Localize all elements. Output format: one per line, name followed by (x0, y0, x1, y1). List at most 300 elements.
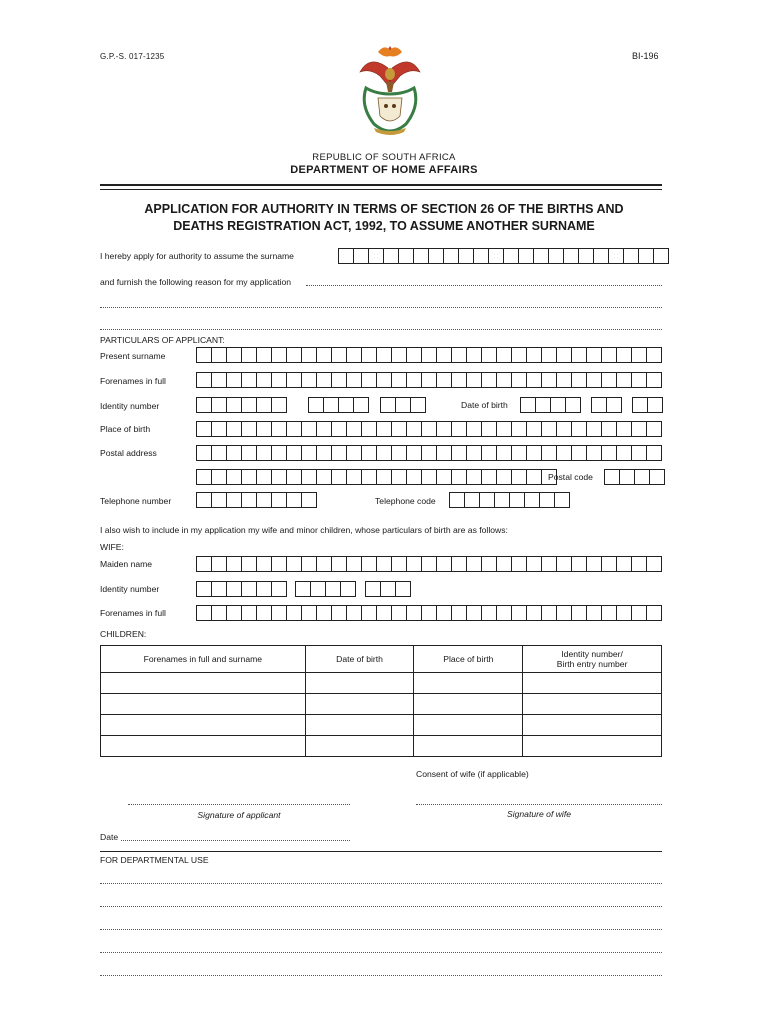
character-box[interactable] (488, 248, 503, 264)
character-box[interactable] (421, 445, 436, 461)
character-box[interactable] (436, 469, 451, 485)
character-box[interactable] (631, 556, 646, 572)
character-box[interactable] (353, 248, 368, 264)
character-box[interactable] (316, 372, 331, 388)
character-box[interactable] (271, 581, 287, 597)
character-box[interactable] (524, 492, 539, 508)
character-box[interactable] (511, 445, 526, 461)
character-box[interactable] (391, 469, 406, 485)
table-cell[interactable] (101, 736, 306, 757)
character-box[interactable] (398, 248, 413, 264)
character-box[interactable] (571, 556, 586, 572)
character-box[interactable] (406, 556, 421, 572)
office-line-2[interactable] (100, 906, 662, 907)
character-box[interactable] (316, 421, 331, 437)
character-box[interactable] (211, 556, 226, 572)
character-box[interactable] (316, 347, 331, 363)
character-box[interactable] (211, 492, 226, 508)
character-box[interactable] (226, 492, 241, 508)
character-box[interactable] (365, 581, 380, 597)
character-box[interactable] (271, 397, 287, 413)
date-line[interactable] (121, 840, 350, 841)
forenames-boxes[interactable] (196, 372, 662, 388)
character-box[interactable] (496, 421, 511, 437)
character-box[interactable] (256, 347, 271, 363)
character-box[interactable] (295, 581, 310, 597)
character-box[interactable] (526, 605, 541, 621)
table-cell[interactable] (523, 673, 662, 694)
character-box[interactable] (406, 445, 421, 461)
character-box[interactable] (571, 445, 586, 461)
character-box[interactable] (256, 421, 271, 437)
character-box[interactable] (421, 372, 436, 388)
character-box[interactable] (316, 445, 331, 461)
character-box[interactable] (518, 248, 533, 264)
character-box[interactable] (451, 469, 466, 485)
character-box[interactable] (331, 421, 346, 437)
character-box[interactable] (241, 421, 256, 437)
character-box[interactable] (601, 421, 616, 437)
character-box[interactable] (211, 581, 226, 597)
character-box[interactable] (646, 372, 662, 388)
character-box[interactable] (391, 372, 406, 388)
character-box[interactable] (256, 581, 271, 597)
table-cell[interactable] (305, 715, 414, 736)
character-box[interactable] (286, 469, 301, 485)
character-box[interactable] (331, 372, 346, 388)
character-box[interactable] (646, 556, 662, 572)
character-box[interactable] (346, 605, 361, 621)
character-box[interactable] (353, 397, 369, 413)
character-box[interactable] (436, 445, 451, 461)
telephone-code-boxes[interactable] (449, 492, 570, 508)
character-box[interactable] (271, 492, 286, 508)
character-box[interactable] (526, 469, 541, 485)
character-box[interactable] (631, 347, 646, 363)
character-box[interactable] (211, 605, 226, 621)
character-box[interactable] (496, 347, 511, 363)
character-box[interactable] (541, 421, 556, 437)
wife-signature-line[interactable] (416, 804, 662, 805)
character-box[interactable] (436, 347, 451, 363)
identity-number-boxes-1[interactable] (196, 397, 287, 413)
character-box[interactable] (571, 372, 586, 388)
character-box[interactable] (511, 372, 526, 388)
character-box[interactable] (391, 421, 406, 437)
table-cell[interactable] (414, 715, 523, 736)
place-of-birth-boxes[interactable] (196, 421, 662, 437)
postal-code-boxes[interactable] (604, 469, 665, 485)
character-box[interactable] (586, 347, 601, 363)
character-box[interactable] (325, 581, 340, 597)
character-box[interactable] (586, 445, 601, 461)
character-box[interactable] (653, 248, 669, 264)
character-box[interactable] (520, 397, 535, 413)
character-box[interactable] (473, 248, 488, 264)
character-box[interactable] (196, 347, 211, 363)
character-box[interactable] (308, 397, 323, 413)
character-box[interactable] (406, 605, 421, 621)
character-box[interactable] (346, 556, 361, 572)
character-box[interactable] (586, 556, 601, 572)
character-box[interactable] (331, 605, 346, 621)
character-box[interactable] (649, 469, 665, 485)
character-box[interactable] (604, 469, 619, 485)
wife-identity-boxes-3[interactable] (365, 581, 411, 597)
character-box[interactable] (331, 445, 346, 461)
character-box[interactable] (496, 556, 511, 572)
character-box[interactable] (449, 492, 464, 508)
character-box[interactable] (226, 421, 241, 437)
character-box[interactable] (271, 421, 286, 437)
table-cell[interactable] (414, 694, 523, 715)
character-box[interactable] (316, 469, 331, 485)
character-box[interactable] (331, 556, 346, 572)
character-box[interactable] (481, 372, 496, 388)
character-box[interactable] (601, 556, 616, 572)
character-box[interactable] (211, 421, 226, 437)
character-box[interactable] (616, 605, 631, 621)
applicant-signature-line[interactable] (128, 804, 350, 805)
identity-number-boxes-2[interactable] (308, 397, 369, 413)
character-box[interactable] (226, 581, 241, 597)
character-box[interactable] (616, 556, 631, 572)
character-box[interactable] (256, 372, 271, 388)
dob-day-boxes[interactable] (632, 397, 663, 413)
character-box[interactable] (196, 421, 211, 437)
character-box[interactable] (571, 605, 586, 621)
character-box[interactable] (511, 556, 526, 572)
character-box[interactable] (196, 372, 211, 388)
character-box[interactable] (406, 421, 421, 437)
character-box[interactable] (331, 347, 346, 363)
character-box[interactable] (211, 469, 226, 485)
table-cell[interactable] (523, 715, 662, 736)
character-box[interactable] (586, 605, 601, 621)
character-box[interactable] (548, 248, 563, 264)
character-box[interactable] (466, 556, 481, 572)
character-box[interactable] (541, 372, 556, 388)
character-box[interactable] (451, 445, 466, 461)
character-box[interactable] (593, 248, 608, 264)
character-box[interactable] (338, 248, 353, 264)
reason-line-3[interactable] (100, 329, 662, 330)
character-box[interactable] (526, 445, 541, 461)
character-box[interactable] (286, 492, 301, 508)
character-box[interactable] (451, 421, 466, 437)
character-box[interactable] (466, 469, 481, 485)
character-box[interactable] (631, 445, 646, 461)
character-box[interactable] (316, 556, 331, 572)
character-box[interactable] (256, 445, 271, 461)
office-line-4[interactable] (100, 952, 662, 953)
character-box[interactable] (368, 248, 383, 264)
character-box[interactable] (436, 372, 451, 388)
character-box[interactable] (376, 605, 391, 621)
character-box[interactable] (346, 372, 361, 388)
character-box[interactable] (436, 605, 451, 621)
character-box[interactable] (376, 445, 391, 461)
character-box[interactable] (571, 421, 586, 437)
character-box[interactable] (391, 445, 406, 461)
table-cell[interactable] (305, 673, 414, 694)
character-box[interactable] (451, 372, 466, 388)
character-box[interactable] (556, 605, 571, 621)
character-box[interactable] (256, 397, 271, 413)
character-box[interactable] (494, 492, 509, 508)
character-box[interactable] (556, 445, 571, 461)
character-box[interactable] (271, 372, 286, 388)
character-box[interactable] (481, 556, 496, 572)
character-box[interactable] (241, 469, 256, 485)
character-box[interactable] (481, 605, 496, 621)
reason-line-1[interactable] (306, 285, 662, 286)
character-box[interactable] (511, 605, 526, 621)
character-box[interactable] (608, 248, 623, 264)
character-box[interactable] (196, 605, 211, 621)
character-box[interactable] (301, 421, 316, 437)
table-cell[interactable] (305, 694, 414, 715)
character-box[interactable] (511, 347, 526, 363)
character-box[interactable] (241, 492, 256, 508)
maiden-name-boxes[interactable] (196, 556, 662, 572)
character-box[interactable] (586, 421, 601, 437)
character-box[interactable] (571, 347, 586, 363)
character-box[interactable] (241, 445, 256, 461)
character-box[interactable] (646, 421, 662, 437)
character-box[interactable] (646, 445, 662, 461)
character-box[interactable] (361, 445, 376, 461)
character-box[interactable] (271, 605, 286, 621)
dob-month-boxes[interactable] (591, 397, 622, 413)
character-box[interactable] (301, 556, 316, 572)
character-box[interactable] (591, 397, 606, 413)
character-box[interactable] (496, 372, 511, 388)
character-box[interactable] (361, 372, 376, 388)
character-box[interactable] (406, 347, 421, 363)
table-cell[interactable] (523, 694, 662, 715)
character-box[interactable] (556, 421, 571, 437)
character-box[interactable] (464, 492, 479, 508)
character-box[interactable] (631, 421, 646, 437)
character-box[interactable] (421, 605, 436, 621)
character-box[interactable] (301, 372, 316, 388)
character-box[interactable] (601, 445, 616, 461)
character-box[interactable] (550, 397, 565, 413)
character-box[interactable] (511, 421, 526, 437)
character-box[interactable] (556, 372, 571, 388)
character-box[interactable] (361, 421, 376, 437)
telephone-number-boxes[interactable] (196, 492, 317, 508)
character-box[interactable] (301, 492, 317, 508)
character-box[interactable] (226, 469, 241, 485)
character-box[interactable] (554, 492, 570, 508)
character-box[interactable] (346, 469, 361, 485)
character-box[interactable] (466, 372, 481, 388)
character-box[interactable] (376, 556, 391, 572)
character-box[interactable] (481, 421, 496, 437)
character-box[interactable] (346, 421, 361, 437)
character-box[interactable] (196, 397, 211, 413)
character-box[interactable] (623, 248, 638, 264)
character-box[interactable] (226, 445, 241, 461)
character-box[interactable] (496, 469, 511, 485)
character-box[interactable] (413, 248, 428, 264)
character-box[interactable] (631, 605, 646, 621)
character-box[interactable] (406, 372, 421, 388)
character-box[interactable] (286, 421, 301, 437)
character-box[interactable] (466, 605, 481, 621)
office-line-5[interactable] (100, 975, 662, 976)
character-box[interactable] (256, 605, 271, 621)
character-box[interactable] (310, 581, 325, 597)
character-box[interactable] (256, 492, 271, 508)
character-box[interactable] (496, 605, 511, 621)
character-box[interactable] (526, 347, 541, 363)
character-box[interactable] (286, 347, 301, 363)
character-box[interactable] (376, 347, 391, 363)
character-box[interactable] (211, 372, 226, 388)
character-box[interactable] (535, 397, 550, 413)
character-box[interactable] (301, 347, 316, 363)
character-box[interactable] (481, 347, 496, 363)
character-box[interactable] (395, 397, 410, 413)
character-box[interactable] (271, 445, 286, 461)
character-box[interactable] (541, 445, 556, 461)
character-box[interactable] (241, 372, 256, 388)
character-box[interactable] (211, 347, 226, 363)
wife-identity-boxes-1[interactable] (196, 581, 287, 597)
character-box[interactable] (481, 445, 496, 461)
character-box[interactable] (196, 581, 211, 597)
postal-address-boxes-1[interactable] (196, 445, 662, 461)
character-box[interactable] (601, 347, 616, 363)
character-box[interactable] (638, 248, 653, 264)
character-box[interactable] (646, 347, 662, 363)
character-box[interactable] (563, 248, 578, 264)
character-box[interactable] (380, 397, 395, 413)
table-cell[interactable] (414, 673, 523, 694)
character-box[interactable] (443, 248, 458, 264)
character-box[interactable] (647, 397, 663, 413)
character-box[interactable] (226, 556, 241, 572)
character-box[interactable] (391, 605, 406, 621)
character-box[interactable] (421, 469, 436, 485)
dob-year-boxes[interactable] (520, 397, 581, 413)
character-box[interactable] (301, 605, 316, 621)
character-box[interactable] (616, 347, 631, 363)
character-box[interactable] (526, 372, 541, 388)
character-box[interactable] (451, 605, 466, 621)
character-box[interactable] (481, 469, 496, 485)
character-box[interactable] (383, 248, 398, 264)
character-box[interactable] (533, 248, 548, 264)
character-box[interactable] (361, 469, 376, 485)
character-box[interactable] (376, 372, 391, 388)
character-box[interactable] (421, 556, 436, 572)
character-box[interactable] (619, 469, 634, 485)
character-box[interactable] (395, 581, 411, 597)
character-box[interactable] (391, 556, 406, 572)
character-box[interactable] (479, 492, 494, 508)
character-box[interactable] (196, 469, 211, 485)
wife-forenames-boxes[interactable] (196, 605, 662, 621)
character-box[interactable] (241, 397, 256, 413)
character-box[interactable] (466, 347, 481, 363)
character-box[interactable] (338, 397, 353, 413)
character-box[interactable] (616, 421, 631, 437)
character-box[interactable] (556, 556, 571, 572)
character-box[interactable] (211, 445, 226, 461)
character-box[interactable] (565, 397, 581, 413)
character-box[interactable] (436, 421, 451, 437)
character-box[interactable] (346, 445, 361, 461)
character-box[interactable] (196, 445, 211, 461)
character-box[interactable] (606, 397, 622, 413)
character-box[interactable] (286, 445, 301, 461)
character-box[interactable] (271, 469, 286, 485)
character-box[interactable] (466, 445, 481, 461)
table-cell[interactable] (414, 736, 523, 757)
character-box[interactable] (196, 556, 211, 572)
character-box[interactable] (226, 605, 241, 621)
reason-line-2[interactable] (100, 307, 662, 308)
character-box[interactable] (601, 605, 616, 621)
character-box[interactable] (241, 605, 256, 621)
character-box[interactable] (226, 372, 241, 388)
character-box[interactable] (380, 581, 395, 597)
office-line-3[interactable] (100, 929, 662, 930)
character-box[interactable] (196, 492, 211, 508)
character-box[interactable] (346, 347, 361, 363)
identity-number-boxes-3[interactable] (380, 397, 426, 413)
character-box[interactable] (241, 581, 256, 597)
office-line-1[interactable] (100, 883, 662, 884)
character-box[interactable] (286, 556, 301, 572)
character-box[interactable] (241, 556, 256, 572)
character-box[interactable] (632, 397, 647, 413)
character-box[interactable] (361, 605, 376, 621)
character-box[interactable] (256, 469, 271, 485)
character-box[interactable] (211, 397, 226, 413)
character-box[interactable] (226, 397, 241, 413)
character-box[interactable] (509, 492, 524, 508)
character-box[interactable] (361, 347, 376, 363)
character-box[interactable] (451, 347, 466, 363)
character-box[interactable] (376, 469, 391, 485)
character-box[interactable] (511, 469, 526, 485)
character-box[interactable] (458, 248, 473, 264)
table-cell[interactable] (101, 715, 306, 736)
character-box[interactable] (539, 492, 554, 508)
character-box[interactable] (340, 581, 356, 597)
character-box[interactable] (376, 421, 391, 437)
character-box[interactable] (496, 445, 511, 461)
character-box[interactable] (503, 248, 518, 264)
character-box[interactable] (410, 397, 426, 413)
character-box[interactable] (556, 347, 571, 363)
character-box[interactable] (541, 605, 556, 621)
character-box[interactable] (451, 556, 466, 572)
character-box[interactable] (331, 469, 346, 485)
present-surname-boxes[interactable] (196, 347, 662, 363)
table-cell[interactable] (101, 673, 306, 694)
character-box[interactable] (646, 605, 662, 621)
character-box[interactable] (271, 347, 286, 363)
character-box[interactable] (601, 372, 616, 388)
character-box[interactable] (466, 421, 481, 437)
character-box[interactable] (428, 248, 443, 264)
